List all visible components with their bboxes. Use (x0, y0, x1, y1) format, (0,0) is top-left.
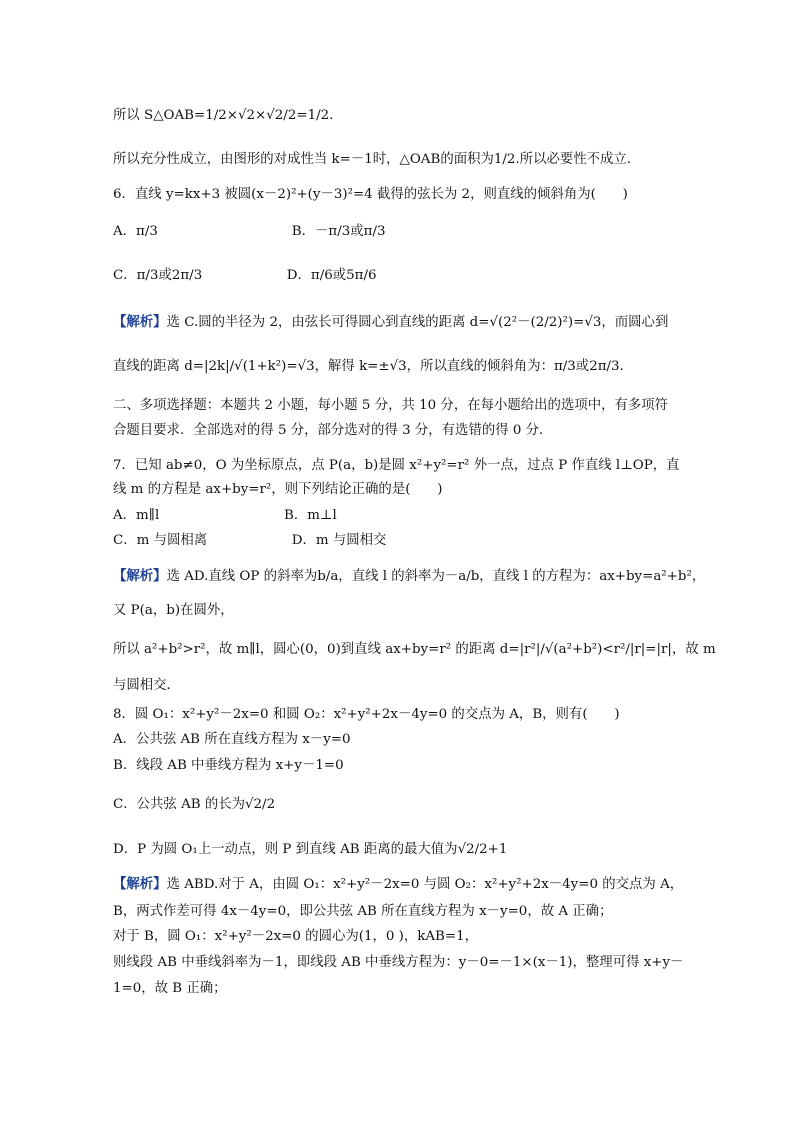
question-7-stem-cont: 线 m 的方程是 ax+by=r²，则下列结论正确的是( ) (113, 482, 443, 497)
question-7-stem: 7．已知 ab≠0，O 为坐标原点，点 P(a，b)是圆 x²+y²=r² 外一点，过点 P 作直线 l⊥OP，直 (113, 458, 680, 473)
text-line: 所以 S△OAB=1/2×√2×√2/2=1/2. (113, 108, 334, 123)
text-line: 所以 a²+b²>r²，故 m∥l，圆心(0，0)到直线 ax+by=r² 的距离 d=|r²|/√(a²+b²)<r²/|r|=|r|，故 m (113, 642, 716, 657)
q8-option-d: D．P 为圆 O₁上一动点，则 P 到直线 AB 距离的最大值为√2/2+1 (113, 842, 508, 857)
text-line: 又 P(a，b)在圆外， (113, 603, 234, 618)
q6-options-cd: C．π/3或2π/3 D．π/6或5π/6 (113, 268, 377, 283)
solution-tag: 【解析】 (113, 569, 167, 584)
section-heading-cont: 合题目要求．全部选对的得 5 分，部分选对的得 3 分，有选错的得 0 分． (113, 423, 553, 438)
q6-options-ab: A．π/3 B．－π/3或π/3 (113, 224, 386, 239)
q8-option-a: A．公共弦 AB 所在直线方程为 x－y=0 (113, 732, 351, 747)
text-line: 直线的距离 d=|2k|/√(1+k²)=√3，解得 k=±√3，所以直线的倾斜角为：π/3或2π/3. (113, 359, 624, 374)
solution-tag: 【解析】 (113, 877, 167, 892)
text-line: 选 C.圆的半径为 2，由弦长可得圆心到直线的距离 d=√(2²－(2/2)²)=√3，而圆心到 (166, 315, 669, 330)
text-line: 选 ABD.对于 A，由圆 O₁：x²+y²－2x=0 与圆 O₂：x²+y²+2x－4y=0 的交点为 A， (166, 877, 684, 892)
q6-solution-line1 (113, 313, 668, 333)
q8-solution-line1 (113, 875, 683, 895)
question-8-stem: 8．圆 O₁：x²+y²－2x=0 和圆 O₂：x²+y²+2x－4y=0 的交点为 A，B，则有( ) (113, 707, 620, 722)
q7-solution-line1 (113, 567, 705, 587)
question-6-stem: 6．直线 y=kx+3 被圆(x－2)²+(y－3)²=4 截得的弦长为 2，则直线的倾斜角为( ) (113, 187, 628, 202)
text-line: 则线段 AB 中垂线斜率为－1，即线段 AB 中垂线方程为：y－0=－1×(x－1)，整理可得 x+y－ (113, 955, 684, 970)
text-line: 对于 B，圆 O₁：x²+y²－2x=0 的圆心为(1，0 )，kAB=1， (113, 929, 479, 944)
q8-option-c: C．公共弦 AB 的长为√2/2 (113, 797, 276, 812)
text-line: 所以充分性成立，由图形的对成性当 k=－1时，△OAB的面积为1/2.所以必要性不成立． (113, 152, 641, 167)
q8-option-b: B．线段 AB 中垂线方程为 x+y－1=0 (113, 758, 344, 773)
q7-options-cd: C．m 与圆相离 D．m 与圆相交 (113, 533, 387, 548)
text-line: 与圆相交． (113, 678, 180, 693)
text-line: B，两式作差可得 4x－4y=0，即公共弦 AB 所在直线方程为 x－y=0，故 A 正确； (113, 904, 613, 919)
section-heading: 二、多项选择题：本题共 2 小题，每小题 5 分，共 10 分，在每小题给出的选项中，有多项符 (113, 398, 669, 413)
q7-options-ab: A．m∥l B．m⊥l (113, 508, 337, 523)
text-line: 选 AD.直线 OP 的斜率为b/a，直线 l 的斜率为－a/b，直线 l 的方程为：ax+by=a²+b²， (166, 569, 706, 584)
text-line: 1=0，故 B 正确； (113, 981, 227, 996)
solution-tag: 【解析】 (113, 315, 167, 330)
